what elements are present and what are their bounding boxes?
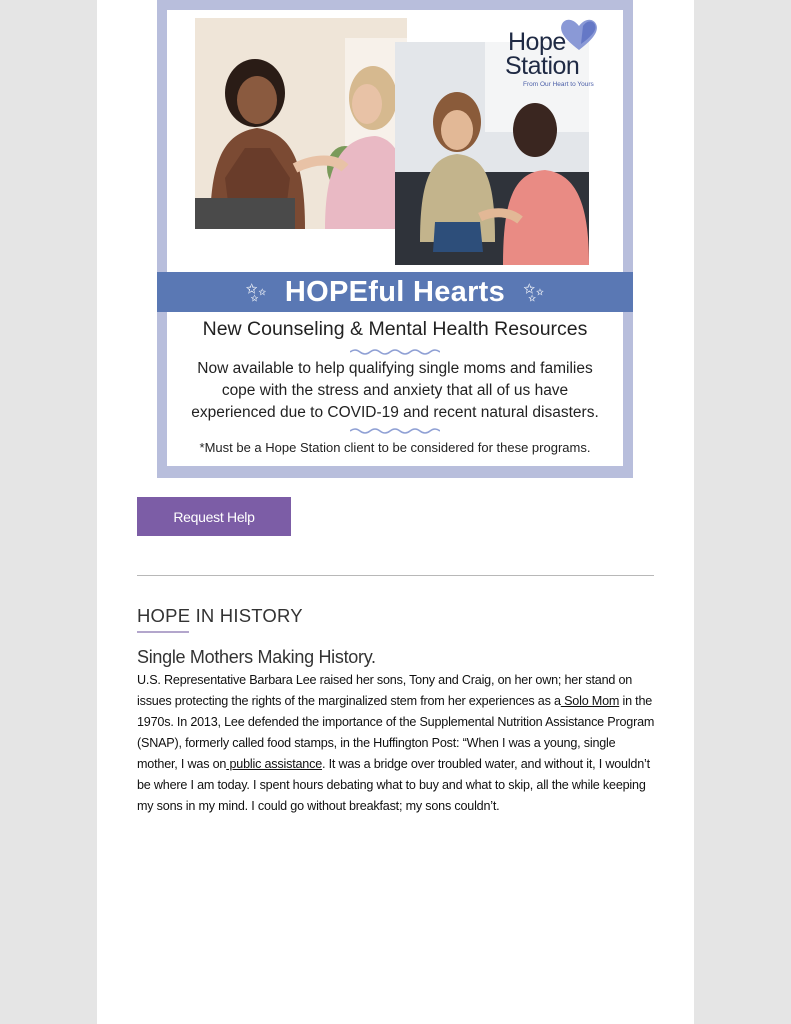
article-body [137, 670, 657, 817]
section-title: HOPE IN HISTORY [137, 605, 303, 626]
sparkle-icon: ✨︎ [245, 277, 267, 307]
solo-mom-link[interactable]: Solo Mom [560, 694, 620, 708]
counseling-photo-women-talking [195, 18, 407, 229]
flyer-description-line: cope with the stress and anxiety that all of us have [221, 382, 569, 399]
flyer-subheading: New Counseling & Mental Health Resources [202, 318, 588, 340]
article-text: . It was a bridge over troubled water, and without it, I wouldn’t be where I am today. I spent hours debating what to buy and what to skip, all the while keeping my sons in my mind. I could go without breakfast; my sons couldn’t. [137, 757, 650, 813]
article-text: U.S. Representative Barbara Lee raised her sons, Tony and Craig, on her own; her stand on issues protecting the rights of the marginalized stem from her experiences as a [137, 673, 633, 708]
logo-text-station: Station [505, 52, 580, 80]
squiggle-divider [350, 348, 440, 356]
squiggle-divider [350, 427, 440, 435]
flyer-description [157, 358, 633, 424]
public-assistance-link[interactable]: public assistance [226, 757, 323, 771]
section-divider [137, 575, 654, 576]
banner-title: HOPEful Hearts [284, 275, 506, 308]
hope-station-logo [503, 16, 613, 92]
logo-text-hope: Hope [508, 28, 566, 56]
flyer-description-line: Now available to help qualifying single moms and families [197, 360, 593, 377]
request-help-button[interactable]: Request Help [137, 497, 291, 536]
flyer-banner [157, 272, 633, 312]
logo-tagline: From Our Heart to Yours [523, 81, 594, 88]
hopeful-hearts-flyer [157, 0, 633, 478]
sparkle-icon: ✨︎ [523, 277, 545, 307]
flyer-description-line: experienced due to COVID-19 and recent natural disasters. [191, 404, 599, 421]
article-text: in the 1970s. In 2013, Lee defended the importance of the Supplemental Nutrition Assistance Program (SNAP), formerly called food stamps, in the Huffington Post: “When I was a young, single mother, I was on [137, 694, 655, 771]
eligibility-note: *Must be a Hope Station client to be considered for these programs. [199, 440, 591, 455]
email-body [97, 0, 694, 1024]
section-title-underline [137, 631, 189, 633]
article-title: Single Mothers Making History. [137, 647, 376, 667]
